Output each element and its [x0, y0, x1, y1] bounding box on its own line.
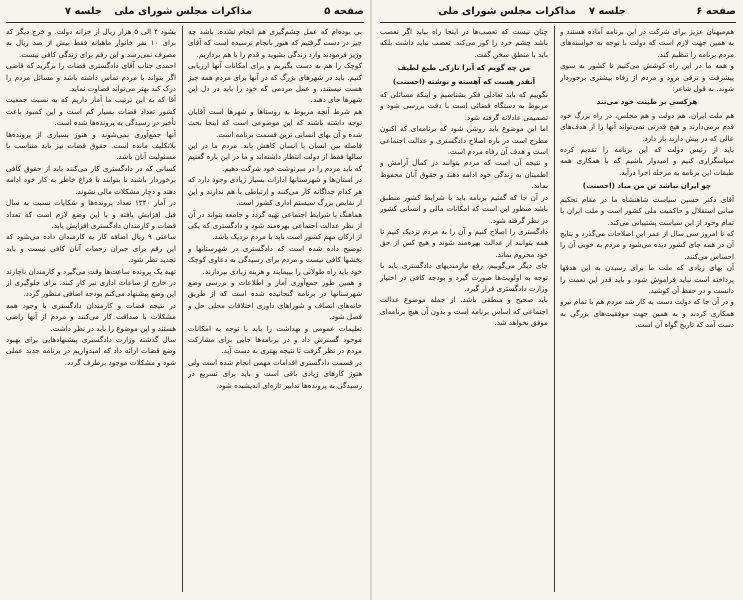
paragraph: چنان نیست که تعصب‌ها در اینجا راه بیابد اگر تعصب باشد چشم خرد را کور می‌کند. تعصب نباید داشت بلکه باید با منطق سخن گفت.	[380, 27, 548, 59]
paragraph: هماهنگ با شرایط اجتماعی تهیه گردد و جامعه بتواند در آن از نظر عدالت اجتماعی بهره‌مند شود و دادگستری که یکی از ارکان مهم کشور است باید با مردم نزدیک باشد.	[188, 209, 362, 242]
right-page-col-right	[560, 26, 734, 592]
left-page-number: صفحه ۵	[324, 6, 364, 17]
paragraph: کوچک را هم به دست بگیریم و برای امکانات آنها ارزیابی کنیم. باید در شهرهای بزرگ که در آنها برای مردم همه چیز هست نیستند، و عمل مردمی که خود را باید در دل این شهرها جای دهند.	[188, 61, 362, 105]
paragraph: نگوییم که باید تعادلی فکر بشناسیم و اینکه مسائلی که مربوط به دستگاه قضائی است با دقت بررسی شود و تصمیمی عادلانه گرفته شود.	[380, 90, 548, 122]
left-page-column-rule	[182, 26, 183, 592]
paragraph: توضیح داده شده است که دادگستری در شهرستانها و بخشها کافی نیست و مردم برای رسیدگی به دعاوی کوچک خود باید راه طولانی را بپیمایند و هزینه زیادی بپردازند.	[188, 243, 362, 276]
paragraph: باید از رئیس دولت که این برنامه را تقدیم کرده سپاسگزاری کنیم و امیدوار باشیم که با همکاری همه طبقات این برنامه به مرحله اجرا درآید.	[560, 145, 734, 177]
paragraph: و همه ما در این راه کوشش می‌کنیم تا کشور به سوی پیشرفت و ترقی برود و مردم از رفاه بیشتری برخوردار شوند. به قول شاعر:	[560, 61, 734, 94]
paragraph: دادگستری را اصلاح کنیم و آن را به مردم نزدیک کنیم تا همه بتوانند از عدالت بهره‌مند شوند و هیچ کس از حق خود محروم نماند.	[380, 226, 548, 259]
paragraph: در نتیجه قضات و کارمندان دادگستری با وجود همه مشکلات با صداقت کار می‌کنند و مردم از آنها راضی هستند و این موضوع را باید در نظر داشت.	[6, 300, 176, 333]
paragraph: اما این موضوع باید روشن شود که برنامه‌ای که اکنون مطرح است در باره اصلاح دادگستری و عدالت اجتماعی است و هدف آن رفاه مردم است.	[380, 124, 548, 157]
paragraph: تهیه یک پرونده ساعت‌ها وقت می‌گیرد و کارمندان ناچارند در خارج از ساعات اداری نیز کار کنند. برای جلوگیری از این وضع پیشنهاد می‌کنم بودجه اضافی منظور گردد.	[6, 266, 176, 299]
paragraph: و در آن جا که دولت دست به کار شد مردم هم با تمام نیرو همکاری کردند و به همین جهت موفقیت‌های بزرگی به دست آمد که تاریخ گواه آن است.	[560, 297, 734, 330]
paragraph: در استان‌ها و شهرستانها ادارات بسیار زیادی وجود دارد که هر کدام جداگانه کار می‌کنند و ارتباطی با هم ندارند و این از نقایص بزرگ سیستم اداری کشور است.	[188, 175, 362, 208]
paragraph: هم شرط آنچه مربوط به روستاها و شهرها است آقایان توجه داشته باشند که این موضوعی است که اینجا بحث شده و آن بهای انسانی ترین قسمت برنامه است.	[188, 106, 362, 139]
paragraph: فاصله بین انسان با انسان کاهش یابد. مردم ما در این سالها فقط از دولت انتظار داشته‌اند و ما در این باره گفتیم که باید مردم را در سرنوشت خود شرکت دهیم.	[188, 141, 362, 173]
left-page-col-right	[188, 26, 362, 592]
paragraph: جای دیگر می‌گوییم، رفع نیازمندیهای دادگستری باید با توجه به اولویت‌ها صورت گیرد و بودجه کافی در اختیار وزارت دادگستری قرار گیرد.	[380, 261, 548, 293]
right-page-number: صفحه ۶	[696, 6, 736, 17]
verse-line: من چه گویم که آنرا نازکی طبع لطیف	[397, 63, 531, 73]
right-page-session: جلسه ۷	[588, 6, 626, 17]
paragraph: بشود ۴ الی ۵ هزار ریال از خزانه دولت. و خرج دیگر که برای ۱۰ نفر خانوار ماهیانه فقط بیش از صد ریال به مصرف نمی‌رسد و این رقم برای زندگی کافی نیست.	[6, 27, 176, 59]
left-page-session: جلسه ۷	[64, 6, 102, 17]
paragraph: هم‌میهنان عزیز برای شرکت در این برنامه آماده هستند و به همین جهت لازم است که دولت با توجه به خواسته‌های مردم برنامه را تنظیم کند.	[560, 27, 734, 59]
left-page-col-left	[6, 26, 176, 592]
paragraph: آنها جمع‌آوری نمی‌شوند و هنوز بسیاری از پرونده‌ها بلاتکلیف مانده است. حقوق قضات نیز باید متناسب با مسئولیت آنان باشد.	[6, 129, 176, 162]
paragraph: و نتیجه آن است که مردم بتوانند در کمال آرامش و اطمینان به زندگی خود ادامه دهند و حقوق آنان محفوظ بماند.	[380, 158, 548, 191]
paragraph: ساعتی ۹ ریال اضافه کار به کارمندان داده می‌شود که این رقم برای جبران زحمات آنان کافی نیست و باید تجدید نظر شود.	[6, 232, 176, 265]
paragraph: آقا که به این ترتیب ما آمار داریم که به نسبت جمعیت کشور تعداد قضات بسیار کم است و این کمبود باعث تأخیر در رسیدگی به پرونده‌ها شده است.	[6, 95, 176, 128]
verse-line: هرکسی بر طینت خود می‌تند	[596, 97, 698, 107]
right-page-column-rule	[554, 26, 555, 592]
paragraph: و همین طور جمع‌آوری آمار و اطلاعات و بررسی وضع شهرستانها در برنامه گنجانیده شده است که از طریق خانه‌های انصاف و شوراهای داوری اختلافات محلی حل و فصل شود.	[188, 277, 362, 322]
paragraph: در آمار ۱۳۴۰ تعداد پرونده‌ها و شکایات نسبت به سال قبل افزایش یافته و با این وضع لازم است که تعداد قضات و کارمندان دادگستری افزایش یابد.	[6, 198, 176, 230]
paragraph: باید صحیح و منطقی باشد. از جمله موضوع عدالت اجتماعی که اساس برنامه است و بدون آن هیچ برنامه‌ای موفق نخواهد شد.	[380, 295, 548, 328]
paragraph: هم ملت ایران، هم دولت و هم مجلس، در راه بزرگ خود قدم برمی‌دارند و هیچ قدرتی نمی‌تواند آنها را از هدف‌های عالی که در پیش دارند باز دارد.	[560, 110, 734, 143]
paragraph: سال گذشته وزارت دادگستری پیشنهادهایی برای بهبود وضع قضات ارائه داد که امیدواریم در برنامه جدید عملی شود و مشکلات موجود برطرف گردد.	[6, 334, 176, 367]
left-page-title: مذاکرات مجلس شورای ملی	[114, 6, 252, 17]
paragraph: در قسمت دادگستری اقدامات مهمی انجام شده است ولی هنوز کارهای زیادی باقی است و باید برای تسریع در رسیدگی به پرونده‌ها تدابیر تازه‌ای اندیشیده شود.	[188, 357, 362, 390]
right-page-header	[380, 4, 736, 23]
paragraph: احمدی جناب آقای دادگستری قضات را برگزید که قاضی اگر بتواند با مردم تماس داشته باشد و مسائل مردم را درک کند بهتر می‌تواند قضاوت نماید.	[6, 61, 176, 94]
verse-line: چو ایران نباشد تن من مباد (احسنت)	[582, 181, 712, 191]
right-page-col-left	[380, 26, 548, 592]
verse-line: آنقدر هست که آهسته و نوشته (احسنت)	[392, 76, 536, 86]
paragraph: در آن جا که گفتیم برنامه باید با شرایط کشور منطبق باشد منظور این است که امکانات مالی و انسانی کشور در نظر گرفته شود.	[380, 192, 548, 225]
paragraph: کسانی که در دادگستری کار می‌کنند باید از حقوق کافی برخوردار باشند تا بتوانند با فراغ خاطر به کار خود ادامه دهند و دچار مشکلات مالی نشوند.	[6, 163, 176, 196]
paragraph: آقای دکتر حسین سیاست شاهنشاه ما در مقام تحکیم مبانی استقلال و حاکمیت ملی کشور است و ملت ایران با تمام وجود از این سیاست پشتیبانی می‌کند.	[560, 194, 734, 227]
paragraph: آن بهای زیادی که ملت ما برای رسیدن به این هدفها پرداخته است نباید فراموش شود و باید قدر این نعمت را دانست و در حفظ آن کوشید.	[560, 263, 734, 295]
paragraph: تعلیمات عمومی و بهداشت را باید با توجه به امکانات موجود گسترش داد و در برنامه‌ها جایی برای مشارکت مردم در نظر گرفت تا نتیجه بهتری به دست آید.	[188, 323, 362, 356]
right-page-title: مذاکرات مجلس شورای ملی	[438, 6, 576, 17]
paragraph: که تا امروز سی سال از عمر این اصلاحات می‌گذرد و نتایج آن در همه جای کشور دیده می‌شود و مردم به خوبی آن را احساس می‌کنند.	[560, 228, 734, 261]
left-page-header	[6, 4, 364, 23]
right-page	[372, 0, 743, 600]
paragraph: بی بوده‌ام که عمل چشم‌گیری هم انجام نشده. باشد چه چیز در دست گرفتیم که هنوز بانجام نرسیده است که آقای وزیر فرمودند وارد زندگی بشوید و قدم را با هم برداریم.	[188, 27, 362, 59]
